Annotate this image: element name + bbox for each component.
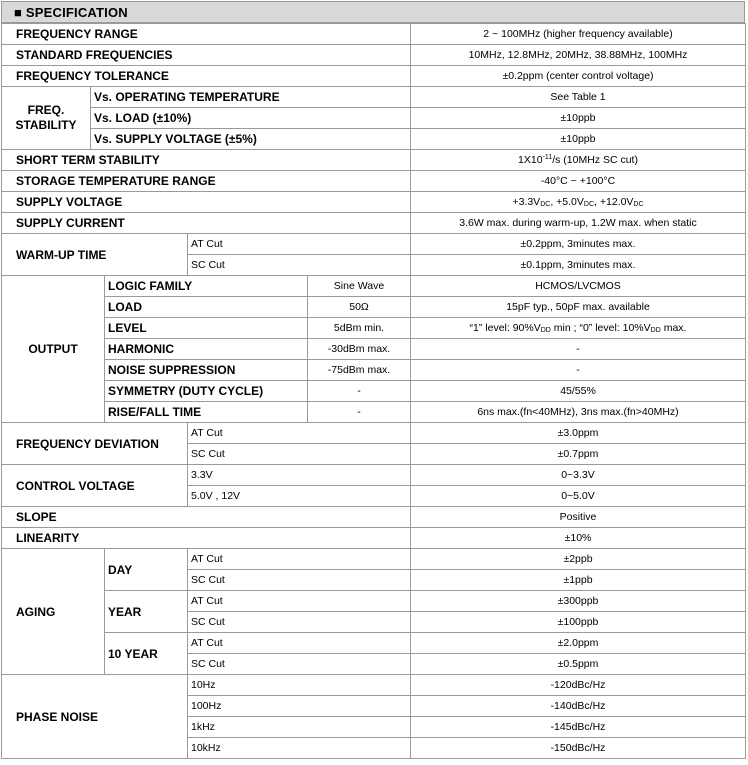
spec-sublabel: Vs. SUPPLY VOLTAGE (±5%) <box>91 129 411 150</box>
spec-sublabel: SYMMETRY (DUTY CYCLE) <box>105 381 308 402</box>
spec-value: ±0.2ppm, 3minutes max. <box>411 234 746 255</box>
offset-label: 10kHz <box>188 738 411 759</box>
spec-value: ±3.0ppm <box>411 423 746 444</box>
cut-label: SC Cut <box>188 444 411 465</box>
spec-value: 10MHz, 12.8MHz, 20MHz, 38.88MHz, 100MHz <box>411 45 746 66</box>
spec-value: $1X10^{-11}/s$ (10MHz SC cut) <box>411 150 746 171</box>
table-row <box>2 318 746 339</box>
table-row <box>2 591 746 612</box>
spec-sublabel: HARMONIC <box>105 339 308 360</box>
table-row <box>2 192 746 213</box>
spec-label: FREQUENCY TOLERANCE <box>2 66 411 87</box>
table-row <box>2 129 746 150</box>
spec-sublabel: Vs. LOAD (±10%) <box>91 108 411 129</box>
spec-value: ±0.2ppm (center control voltage) <box>411 66 746 87</box>
sine-value: - <box>308 381 411 402</box>
spec-value: ±1ppb <box>411 570 746 591</box>
spec-sublabel: LOAD <box>105 297 308 318</box>
cut-label: AT Cut <box>188 633 411 654</box>
cmos-value: - <box>411 360 746 381</box>
table-row <box>2 549 746 570</box>
table-row <box>2 45 746 66</box>
table-row <box>2 234 746 255</box>
spec-value: ±2.0ppm <box>411 633 746 654</box>
spec-value: -40°C ~ +100°C <box>411 171 746 192</box>
spec-label: WARM-UP TIME <box>2 234 188 276</box>
sine-value: -75dBm max. <box>308 360 411 381</box>
spec-value: $+3.3V_{DC}$, $+5.0V_{DC}$, $+12.0V_{DC}$ <box>411 192 746 213</box>
spec-value: ±10% <box>411 528 746 549</box>
sine-value: -30dBm max. <box>308 339 411 360</box>
spec-value: 0~5.0V <box>411 486 746 507</box>
table-row <box>2 528 746 549</box>
cmos-value: “1” level: $90\%V_{DD}$ min ; “0” level: $10\%V_{DD}$ max. <box>411 318 746 339</box>
spec-label: PHASE NOISE <box>2 675 188 759</box>
spec-value: ±0.1ppm, 3minutes max. <box>411 255 746 276</box>
aging-period-label: 10 YEAR <box>105 633 188 675</box>
spec-label: FREQUENCY DEVIATION <box>2 423 188 465</box>
cmos-value: HCMOS/LVCMOS <box>411 276 746 297</box>
cut-label: 3.3V <box>188 465 411 486</box>
table-row <box>2 465 746 486</box>
sine-value: - <box>308 402 411 423</box>
spec-sublabel: Vs. OPERATING TEMPERATURE <box>91 87 411 108</box>
offset-label: 1kHz <box>188 717 411 738</box>
spec-label: SUPPLY VOLTAGE <box>2 192 411 213</box>
cut-label: AT Cut <box>188 234 411 255</box>
spec-value: -120dBc/Hz <box>411 675 746 696</box>
spec-value: -140dBc/Hz <box>411 696 746 717</box>
spec-value: 3.6W max. during warm-up, 1.2W max. when static <box>411 213 746 234</box>
sine-value: 50Ω <box>308 297 411 318</box>
table-row <box>2 381 746 402</box>
spec-label-line: STABILITY <box>15 118 77 132</box>
table-row <box>2 276 746 297</box>
cut-label: 5.0V , 12V <box>188 486 411 507</box>
aging-label: AGING <box>2 549 105 675</box>
offset-label: 100Hz <box>188 696 411 717</box>
spec-table <box>1 23 746 759</box>
cut-label: AT Cut <box>188 591 411 612</box>
spec-sublabel: RISE/FALL TIME <box>105 402 308 423</box>
spec-sublabel: LOGIC FAMILY <box>105 276 308 297</box>
sine-value: Sine Wave <box>308 276 411 297</box>
table-row <box>2 213 746 234</box>
cmos-value: 6ns max.(fn<40MHz), 3ns max.(fn>40MHz) <box>411 402 746 423</box>
table-row <box>2 87 746 108</box>
spec-label: SLOPE <box>2 507 411 528</box>
freq-stability-label <box>2 87 91 150</box>
cut-label: SC Cut <box>188 570 411 591</box>
cmos-value: - <box>411 339 746 360</box>
spec-value: ±0.7ppm <box>411 444 746 465</box>
table-row <box>2 402 746 423</box>
cut-label: SC Cut <box>188 255 411 276</box>
sine-value: 5dBm min. <box>308 318 411 339</box>
spec-value: ±100ppb <box>411 612 746 633</box>
table-row <box>2 360 746 381</box>
spec-value: 0~3.3V <box>411 465 746 486</box>
spec-value: -150dBc/Hz <box>411 738 746 759</box>
spec-label: STANDARD FREQUENCIES <box>2 45 411 66</box>
cut-label: SC Cut <box>188 612 411 633</box>
cmos-value: 15pF typ., 50pF max. available <box>411 297 746 318</box>
spec-sublabel: NOISE SUPPRESSION <box>105 360 308 381</box>
section-header <box>1 1 745 23</box>
table-row <box>2 150 746 171</box>
table-row <box>2 66 746 87</box>
table-row <box>2 633 746 654</box>
spec-label-line: FREQ. <box>27 103 65 117</box>
spec-label: CONTROL VOLTAGE <box>2 465 188 507</box>
specification-sheet <box>1 1 747 763</box>
table-row <box>2 423 746 444</box>
spec-label: LINEARITY <box>2 528 411 549</box>
table-row <box>2 297 746 318</box>
section-title: ■ SPECIFICATION <box>14 5 128 20</box>
cut-label: AT Cut <box>188 549 411 570</box>
cut-label: SC Cut <box>188 654 411 675</box>
offset-label: 10Hz <box>188 675 411 696</box>
aging-period-label: YEAR <box>105 591 188 633</box>
spec-value: ±10ppb <box>411 129 746 150</box>
table-row <box>2 675 746 696</box>
output-label: OUTPUT <box>2 276 105 423</box>
spec-value: Positive <box>411 507 746 528</box>
spec-value: ±10ppb <box>411 108 746 129</box>
cut-label: AT Cut <box>188 423 411 444</box>
aging-period-label: DAY <box>105 549 188 591</box>
spec-label: STORAGE TEMPERATURE RANGE <box>2 171 411 192</box>
spec-value: -145dBc/Hz <box>411 717 746 738</box>
spec-value: ±300ppb <box>411 591 746 612</box>
spec-label: FREQUENCY RANGE <box>2 24 411 45</box>
table-row <box>2 171 746 192</box>
spec-value: 2 ~ 100MHz (higher frequency available) <box>411 24 746 45</box>
spec-label: SUPPLY CURRENT <box>2 213 411 234</box>
table-row <box>2 339 746 360</box>
spec-value: ±2ppb <box>411 549 746 570</box>
spec-sublabel: LEVEL <box>105 318 308 339</box>
table-row <box>2 108 746 129</box>
table-row <box>2 507 746 528</box>
cmos-value: 45/55% <box>411 381 746 402</box>
spec-label: SHORT TERM STABILITY <box>2 150 411 171</box>
spec-value: ±0.5ppm <box>411 654 746 675</box>
table-row <box>2 24 746 45</box>
spec-value: See Table 1 <box>411 87 746 108</box>
